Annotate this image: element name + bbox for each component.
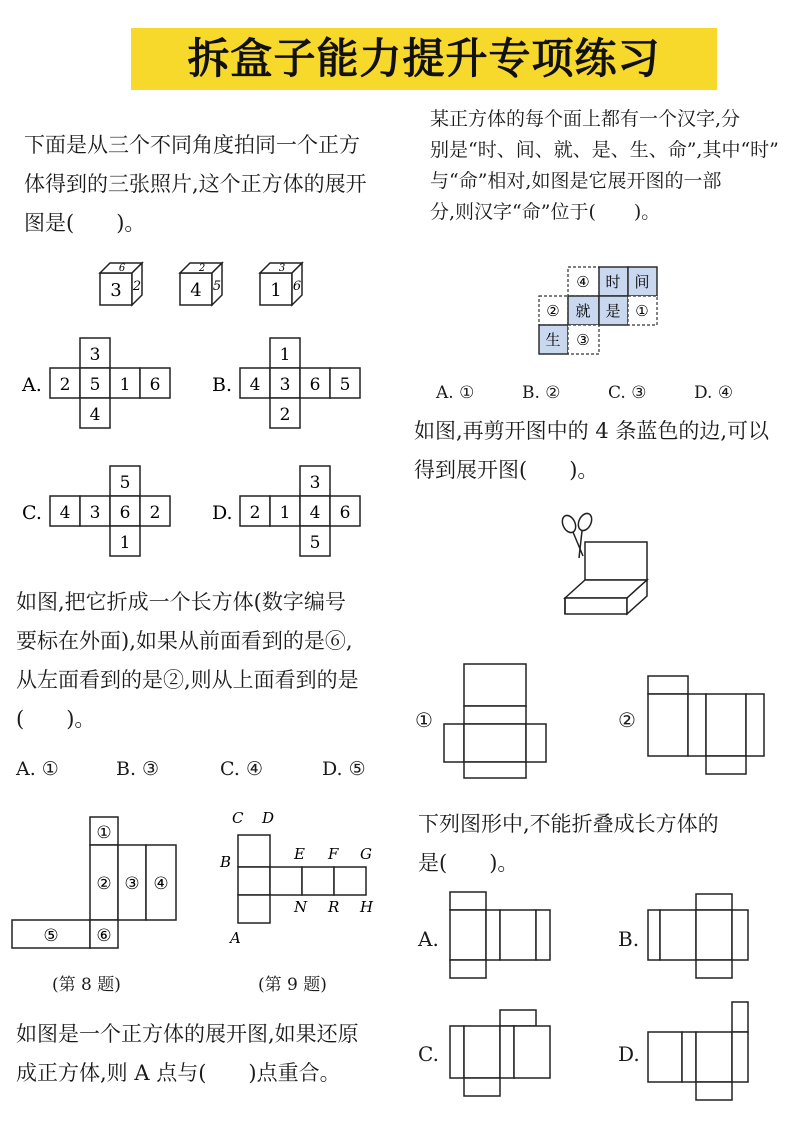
net-cell: 4 [89, 405, 101, 425]
q6-label-c: C. [418, 1042, 439, 1066]
option-b-net [212, 338, 360, 428]
q4-cell: 间 [634, 273, 650, 291]
net-cell: 3 [89, 345, 101, 365]
q5-label-1: ① [415, 708, 433, 732]
q4-cell: 时 [605, 273, 621, 291]
fig9-point: G [360, 845, 372, 863]
net-cell: 6 [309, 375, 321, 395]
q5-net-1 [440, 660, 555, 782]
q6-label-b: B. [618, 927, 640, 951]
q6-text [418, 805, 719, 883]
cube-view-1 [100, 263, 142, 305]
net-cell: 3 [279, 375, 291, 395]
q6-net-b [644, 890, 754, 985]
fig8-cell: ⑤ [43, 926, 59, 946]
option-d-net [212, 466, 360, 556]
net-cell: 3 [309, 473, 321, 493]
q2-option-b: B. ③ [116, 758, 160, 780]
option-d-label: D. [212, 502, 233, 524]
q2-line: ( )。 [16, 707, 96, 731]
fig9-net [218, 805, 388, 950]
page-title: 拆盒子能力提升专项练习 [187, 34, 661, 83]
fig9-point: R [328, 898, 340, 916]
q4-option-b: B. ② [522, 383, 561, 403]
q6-line: 下列图形中,不能折叠成长方体的 [418, 812, 719, 836]
cube-view-2 [180, 263, 222, 305]
option-b-label: B. [212, 374, 233, 396]
q1-cube-views [90, 255, 330, 310]
net-cell: 3 [89, 503, 101, 523]
q4-line: 与“命”相对,如图是它展开图的一部 [430, 170, 722, 192]
q5-line: 得到展开图( )。 [414, 458, 599, 482]
fig9-point: H [360, 898, 374, 916]
q4-option-c: C. ③ [608, 383, 647, 403]
cube-view-3 [260, 263, 302, 305]
q4-cell: ③ [576, 331, 590, 349]
q4-line: 分,则汉字“命”位于( )。 [430, 201, 661, 223]
q4-option-a: A. ① [436, 383, 475, 403]
net-cell: 1 [119, 375, 131, 395]
option-c-label: C. [22, 502, 42, 524]
fig8-caption: (第 8 题) [52, 975, 121, 995]
fig9-point: C [232, 809, 244, 827]
net-cell: 5 [309, 533, 321, 553]
q4-cell: ② [546, 302, 560, 320]
view-top: 2 [198, 263, 206, 274]
q4-line: 某正方体的每个面上都有一个汉字,分 [430, 108, 741, 130]
net-cell: 6 [119, 503, 131, 523]
net-cell: 2 [249, 503, 261, 523]
fig9-point: D [262, 809, 275, 827]
fig9-point: E [294, 845, 305, 863]
q4-cell: 就 [575, 302, 591, 320]
q4-line: 别是“时、间、就、是、生、命”,其中“时” [430, 139, 779, 161]
q4-cell: ④ [576, 273, 590, 291]
net-cell: 1 [279, 503, 291, 523]
view-front: 1 [270, 280, 282, 301]
q2-line: 如图,把它折成一个长方体(数字编号 [16, 590, 346, 614]
view-right: 6 [292, 279, 302, 294]
q6-label-d: D. [618, 1042, 640, 1066]
view-right: 2 [132, 279, 142, 294]
view-right: 5 [212, 279, 222, 294]
q4-option-d: D. ④ [694, 383, 734, 403]
fig8-cell: ③ [124, 874, 140, 894]
view-front: 3 [110, 280, 122, 301]
net-cell: 5 [119, 473, 131, 493]
net-cell: 6 [339, 503, 351, 523]
open-box-illustration [555, 510, 665, 630]
q5-label-2: ② [618, 708, 636, 732]
net-cell: 5 [339, 375, 351, 395]
q4-cell: 生 [545, 331, 561, 349]
net-cell: 4 [249, 375, 261, 395]
q6-net-d [644, 998, 754, 1106]
q6-label-a: A. [418, 927, 439, 951]
fig9-caption: (第 9 题) [258, 975, 327, 995]
q6-line: 是( )。 [418, 851, 519, 875]
option-c-net [22, 466, 170, 556]
fig9-point: A [230, 929, 241, 947]
net-cell: 2 [149, 503, 161, 523]
q5-line: 如图,再剪开图中的 4 条蓝色的边,可以 [414, 419, 770, 443]
view-top: 6 [118, 263, 126, 274]
net-cell: 4 [59, 503, 71, 523]
q3-line: 成正方体,则 A 点与( )点重合。 [16, 1061, 341, 1085]
q2-option-a: A. ① [16, 758, 59, 780]
fig8-cell: ② [96, 874, 112, 894]
q1-line: 图是( )。 [24, 211, 146, 235]
q2-text [16, 583, 359, 739]
q4-cell: ① [635, 302, 649, 320]
q2-line: 要标在外面),如果从前面看到的是⑥, [16, 629, 353, 653]
fig8-net [10, 815, 195, 955]
q6-net-a [446, 888, 556, 983]
view-top: 3 [278, 263, 286, 274]
q5-text [414, 412, 769, 490]
net-cell: 1 [119, 533, 131, 553]
net-cell: 2 [279, 405, 291, 425]
q3-line: 如图是一个正方体的展开图,如果还原 [16, 1022, 359, 1046]
q3-text [16, 1015, 359, 1093]
view-front: 4 [190, 280, 202, 301]
q1-options [18, 336, 398, 561]
fig9-point: B [220, 853, 232, 871]
q4-text [430, 104, 779, 228]
q4-cell: 是 [605, 302, 621, 320]
fig8-cell: ① [96, 823, 112, 843]
net-cell: 5 [89, 375, 101, 395]
q4-partial-net [535, 265, 665, 360]
net-cell: 2 [59, 375, 71, 395]
q5-net-2 [644, 672, 769, 777]
option-a-net [21, 338, 170, 428]
fig9-point: F [328, 845, 339, 863]
q2-line: 从左面看到的是②,则从上面看到的是 [16, 668, 359, 692]
fig9-point: N [294, 898, 308, 916]
q1-text [24, 126, 367, 243]
fig8-cell: ④ [153, 874, 169, 894]
net-cell: 4 [309, 503, 321, 523]
fig8-cell: ⑥ [96, 926, 112, 946]
net-cell: 6 [149, 375, 161, 395]
q1-line: 下面是从三个不同角度拍同一个正方 [24, 133, 360, 157]
option-a-label: A. [22, 374, 42, 396]
q2-option-c: C. ④ [220, 758, 263, 780]
q6-net-c [446, 1006, 556, 1101]
q2-option-d: D. ⑤ [322, 758, 366, 780]
net-cell: 1 [279, 345, 291, 365]
q1-line: 体得到的三张照片,这个正方体的展开 [24, 172, 367, 196]
